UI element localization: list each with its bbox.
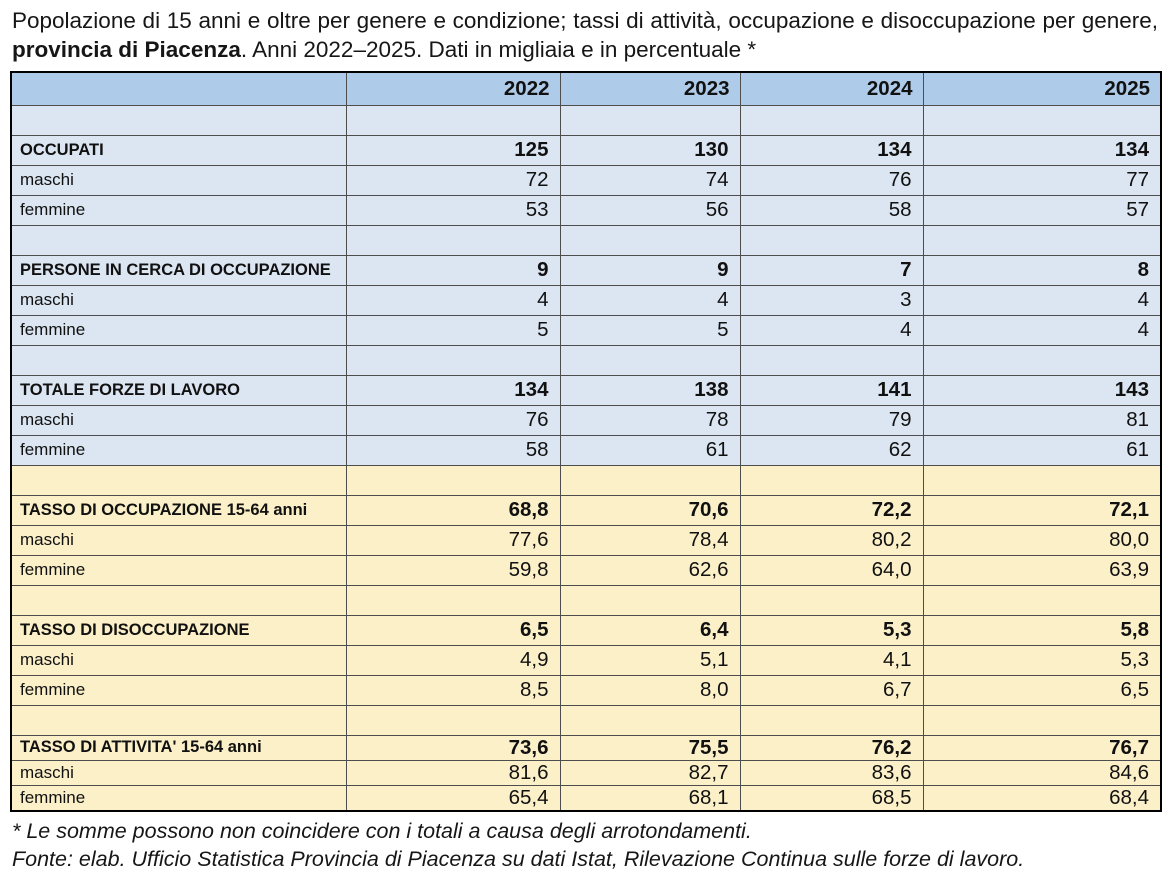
row-label: femmine xyxy=(11,675,346,705)
cell-value: 83,6 xyxy=(740,760,923,785)
table-row xyxy=(11,195,1161,225)
table-row xyxy=(11,645,1161,675)
cell-value: 77,6 xyxy=(346,525,560,555)
cell-value xyxy=(346,105,560,135)
cell-value: 8 xyxy=(923,255,1161,285)
cell-value: 70,6 xyxy=(560,495,740,525)
cell-value: 58 xyxy=(346,435,560,465)
cell-value: 5 xyxy=(560,315,740,345)
cell-value xyxy=(923,105,1161,135)
row-label: TASSO DI DISOCCUPAZIONE xyxy=(11,615,346,645)
cell-value: 53 xyxy=(346,195,560,225)
cell-value xyxy=(346,705,560,735)
cell-value: 8,0 xyxy=(560,675,740,705)
cell-value: 6,4 xyxy=(560,615,740,645)
row-label: maschi xyxy=(11,285,346,315)
cell-value: 134 xyxy=(740,135,923,165)
cell-value: 62,6 xyxy=(560,555,740,585)
corner-cell xyxy=(11,72,346,105)
cell-value: 76,2 xyxy=(740,735,923,760)
cell-value xyxy=(560,345,740,375)
cell-value: 78 xyxy=(560,405,740,435)
table-row xyxy=(11,555,1161,585)
cell-value xyxy=(923,345,1161,375)
cell-value: 56 xyxy=(560,195,740,225)
row-label xyxy=(11,345,346,375)
year-column-header: 2025 xyxy=(923,72,1161,105)
table-body xyxy=(11,105,1161,811)
cell-value xyxy=(346,465,560,495)
table-row xyxy=(11,285,1161,315)
table-row xyxy=(11,735,1161,760)
cell-value: 65,4 xyxy=(346,785,560,811)
cell-value: 125 xyxy=(346,135,560,165)
cell-value: 72,2 xyxy=(740,495,923,525)
cell-value: 68,5 xyxy=(740,785,923,811)
cell-value: 5 xyxy=(346,315,560,345)
table-row xyxy=(11,495,1161,525)
year-column-header: 2024 xyxy=(740,72,923,105)
cell-value xyxy=(740,585,923,615)
cell-value: 5,3 xyxy=(923,645,1161,675)
year-header-row xyxy=(11,72,1161,105)
table-row xyxy=(11,255,1161,285)
cell-value: 73,6 xyxy=(346,735,560,760)
cell-value xyxy=(740,705,923,735)
table-row xyxy=(11,675,1161,705)
row-label: maschi xyxy=(11,645,346,675)
cell-value: 81,6 xyxy=(346,760,560,785)
cell-value xyxy=(560,105,740,135)
cell-value: 4 xyxy=(560,285,740,315)
title-suffix: . Anni 2022–2025. Dati in migliaia e in percentuale * xyxy=(240,36,757,62)
cell-value: 68,4 xyxy=(923,785,1161,811)
row-label: maschi xyxy=(11,165,346,195)
table-row xyxy=(11,225,1161,255)
cell-value: 81 xyxy=(923,405,1161,435)
row-label: femmine xyxy=(11,555,346,585)
table-row xyxy=(11,615,1161,645)
table-row xyxy=(11,315,1161,345)
cell-value: 74 xyxy=(560,165,740,195)
row-label xyxy=(11,225,346,255)
cell-value xyxy=(923,585,1161,615)
cell-value xyxy=(740,105,923,135)
table-row xyxy=(11,375,1161,405)
row-label xyxy=(11,465,346,495)
row-label: femmine xyxy=(11,195,346,225)
cell-value: 61 xyxy=(923,435,1161,465)
cell-value: 6,5 xyxy=(346,615,560,645)
cell-value: 57 xyxy=(923,195,1161,225)
cell-value: 4 xyxy=(740,315,923,345)
cell-value: 77 xyxy=(923,165,1161,195)
cell-value: 6,7 xyxy=(740,675,923,705)
cell-value: 5,3 xyxy=(740,615,923,645)
table-row xyxy=(11,760,1161,785)
cell-value: 138 xyxy=(560,375,740,405)
row-label: femmine xyxy=(11,785,346,811)
cell-value: 68,1 xyxy=(560,785,740,811)
cell-value xyxy=(740,225,923,255)
cell-value: 76 xyxy=(346,405,560,435)
cell-value: 59,8 xyxy=(346,555,560,585)
title-bold-segment: provincia di Piacenza xyxy=(12,36,241,62)
row-label: PERSONE IN CERCA DI OCCUPAZIONE xyxy=(11,255,346,285)
statistics-table xyxy=(10,71,1162,812)
cell-value: 5,8 xyxy=(923,615,1161,645)
cell-value: 80,0 xyxy=(923,525,1161,555)
cell-value xyxy=(346,345,560,375)
cell-value: 8,5 xyxy=(346,675,560,705)
cell-value: 62 xyxy=(740,435,923,465)
row-label: maschi xyxy=(11,405,346,435)
cell-value xyxy=(560,705,740,735)
cell-value xyxy=(560,225,740,255)
row-label: TASSO DI ATTIVITA' 15-64 anni xyxy=(11,735,346,760)
table-row xyxy=(11,435,1161,465)
cell-value: 4 xyxy=(923,285,1161,315)
cell-value xyxy=(346,225,560,255)
table-row xyxy=(11,405,1161,435)
cell-value xyxy=(923,465,1161,495)
row-label: maschi xyxy=(11,760,346,785)
year-column-header: 2022 xyxy=(346,72,560,105)
cell-value: 4 xyxy=(346,285,560,315)
row-label xyxy=(11,585,346,615)
cell-value: 76,7 xyxy=(923,735,1161,760)
row-label xyxy=(11,705,346,735)
cell-value: 68,8 xyxy=(346,495,560,525)
table-row xyxy=(11,135,1161,165)
cell-value xyxy=(740,345,923,375)
cell-value xyxy=(560,585,740,615)
row-label: femmine xyxy=(11,435,346,465)
row-label: femmine xyxy=(11,315,346,345)
rounding-footnote: * Le somme possono non coincidere con i totali a causa degli arrotondamenti. xyxy=(12,818,752,843)
cell-value: 7 xyxy=(740,255,923,285)
cell-value: 6,5 xyxy=(923,675,1161,705)
cell-value: 4 xyxy=(923,315,1161,345)
year-column-header: 2023 xyxy=(560,72,740,105)
table-row xyxy=(11,465,1161,495)
cell-value: 75,5 xyxy=(560,735,740,760)
cell-value: 134 xyxy=(346,375,560,405)
table-row xyxy=(11,705,1161,735)
table-row xyxy=(11,785,1161,811)
row-label: TASSO DI OCCUPAZIONE 15-64 anni xyxy=(11,495,346,525)
cell-value: 130 xyxy=(560,135,740,165)
cell-value: 3 xyxy=(740,285,923,315)
cell-value: 61 xyxy=(560,435,740,465)
cell-value: 64,0 xyxy=(740,555,923,585)
row-label: maschi xyxy=(11,525,346,555)
cell-value: 9 xyxy=(560,255,740,285)
cell-value xyxy=(560,465,740,495)
title-prefix: Popolazione di 15 anni e oltre per genere e condizione; tassi di attività, occupazione e disoccupazione per genere, xyxy=(12,8,1158,33)
cell-value: 79 xyxy=(740,405,923,435)
cell-value: 9 xyxy=(346,255,560,285)
table-row xyxy=(11,525,1161,555)
cell-value: 58 xyxy=(740,195,923,225)
cell-value: 4,1 xyxy=(740,645,923,675)
table-row xyxy=(11,105,1161,135)
cell-value: 143 xyxy=(923,375,1161,405)
cell-value: 5,1 xyxy=(560,645,740,675)
cell-value xyxy=(740,465,923,495)
cell-value: 78,4 xyxy=(560,525,740,555)
cell-value xyxy=(346,585,560,615)
table-row xyxy=(11,585,1161,615)
table-row xyxy=(11,165,1161,195)
cell-value xyxy=(923,705,1161,735)
row-label xyxy=(11,105,346,135)
cell-value: 72 xyxy=(346,165,560,195)
cell-value: 72,1 xyxy=(923,495,1161,525)
cell-value: 134 xyxy=(923,135,1161,165)
footnotes xyxy=(12,817,1158,874)
row-label: OCCUPATI xyxy=(11,135,346,165)
row-label: TOTALE FORZE DI LAVORO xyxy=(11,375,346,405)
cell-value: 4,9 xyxy=(346,645,560,675)
table-row xyxy=(11,345,1161,375)
cell-value: 80,2 xyxy=(740,525,923,555)
source-footnote: Fonte: elab. Ufficio Statistica Provincia di Piacenza su dati Istat, Rilevazione Continua sulle forze di lavoro. xyxy=(12,847,1025,872)
cell-value: 141 xyxy=(740,375,923,405)
cell-value: 84,6 xyxy=(923,760,1161,785)
cell-value: 76 xyxy=(740,165,923,195)
cell-value xyxy=(923,225,1161,255)
cell-value: 63,9 xyxy=(923,555,1161,585)
cell-value: 82,7 xyxy=(560,760,740,785)
table-title xyxy=(12,7,1158,64)
